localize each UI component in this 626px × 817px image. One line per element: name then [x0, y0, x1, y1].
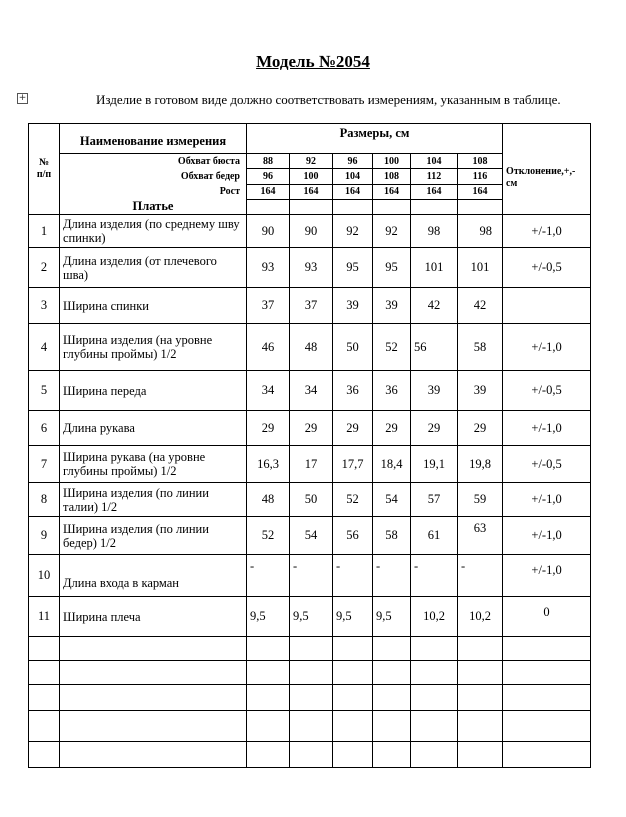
table-row — [29, 483, 591, 517]
size-value: 19,8 — [458, 446, 503, 483]
height-size: 164 — [411, 184, 458, 199]
size-value: 39 — [373, 288, 411, 324]
height-size: 164 — [247, 184, 290, 199]
size-value: 93 — [290, 248, 333, 288]
size-value: 48 — [290, 324, 333, 371]
measurement-name: Длина изделия (от плечевого шва) — [60, 248, 247, 288]
row-number: 2 — [29, 248, 60, 288]
hips-size: 116 — [458, 169, 503, 184]
size-value: 42 — [411, 288, 458, 324]
size-value: 9,5 — [247, 597, 290, 637]
deviation-value: +/-1,0 — [503, 324, 591, 371]
row-number: 6 — [29, 411, 60, 446]
size-value: 52 — [373, 324, 411, 371]
hips-size: 96 — [247, 169, 290, 184]
header-measurement-name: Наименование измерения — [60, 124, 247, 154]
measurement-name: Длина изделия (по среднему шву спинки) — [60, 215, 247, 248]
size-value: 46 — [247, 324, 290, 371]
header-sizes: Размеры, см — [247, 124, 503, 154]
measurement-name: Ширина спинки — [60, 288, 247, 324]
size-value: 58 — [373, 517, 411, 555]
row-number: 9 — [29, 517, 60, 555]
size-value: 39 — [333, 288, 373, 324]
deviation-value: 0 — [503, 597, 591, 637]
size-value: 101 — [458, 248, 503, 288]
table-row — [29, 411, 591, 446]
table-row — [29, 215, 591, 248]
size-value: 56 — [411, 324, 458, 371]
row-number: 1 — [29, 215, 60, 248]
size-value: 58 — [458, 324, 503, 371]
size-value: 54 — [290, 517, 333, 555]
hips-size: 112 — [411, 169, 458, 184]
size-value: 19,1 — [411, 446, 458, 483]
deviation-value: +/-0,5 — [503, 371, 591, 411]
size-value: 52 — [247, 517, 290, 555]
table-row — [29, 324, 591, 371]
size-value: 29 — [373, 411, 411, 446]
size-value: 10,2 — [458, 597, 503, 637]
size-value: 93 — [247, 248, 290, 288]
size-value: 29 — [411, 411, 458, 446]
deviation-value: +/-1,0 — [503, 483, 591, 517]
height-size: 164 — [458, 184, 503, 199]
size-value: 95 — [373, 248, 411, 288]
size-value: 50 — [290, 483, 333, 517]
row-number: 7 — [29, 446, 60, 483]
row-number: 5 — [29, 371, 60, 411]
size-value: 36 — [333, 371, 373, 411]
empty-cell — [373, 199, 411, 214]
label-hips: Обхват бедер — [180, 171, 240, 182]
empty-row — [29, 685, 591, 711]
size-value: 29 — [333, 411, 373, 446]
size-value: 56 — [333, 517, 373, 555]
label-height: Рост — [219, 186, 240, 197]
size-value: 39 — [411, 371, 458, 411]
label-bust: Обхват бюста — [177, 156, 240, 167]
size-value: 101 — [411, 248, 458, 288]
size-value: - — [458, 555, 503, 597]
empty-row — [29, 742, 591, 768]
empty-cell — [247, 199, 290, 214]
size-value: 34 — [290, 371, 333, 411]
table-row — [29, 517, 591, 555]
bust-size: 96 — [333, 154, 373, 169]
row-number: 3 — [29, 288, 60, 324]
size-value: 37 — [247, 288, 290, 324]
row-number: 11 — [29, 597, 60, 637]
deviation-value: +/-0,5 — [503, 446, 591, 483]
deviation-value: +/-1,0 — [503, 555, 591, 597]
size-value: 92 — [333, 215, 373, 248]
size-value: 48 — [247, 483, 290, 517]
measurement-name: Ширина рукава (на уровне глубины проймы) 1/2 — [60, 446, 247, 483]
row-number: 4 — [29, 324, 60, 371]
deviation-value: +/-1,0 — [503, 517, 591, 555]
deviation-value: +/-1,0 — [503, 215, 591, 248]
empty-row — [29, 661, 591, 685]
size-value: 34 — [247, 371, 290, 411]
hips-size: 108 — [373, 169, 411, 184]
size-value: 9,5 — [373, 597, 411, 637]
size-value: 9,5 — [290, 597, 333, 637]
size-value: - — [333, 555, 373, 597]
size-value: - — [247, 555, 290, 597]
table-row — [29, 248, 591, 288]
header-labels-cell — [60, 154, 247, 215]
measurement-table — [28, 123, 591, 768]
bust-size: 108 — [458, 154, 503, 169]
size-value: 37 — [290, 288, 333, 324]
height-size: 164 — [373, 184, 411, 199]
measurement-name: Ширина изделия (по линии бедер) 1/2 — [60, 517, 247, 555]
model-title-text: Модель №2054 — [256, 52, 370, 71]
bust-size: 88 — [247, 154, 290, 169]
size-value: 29 — [247, 411, 290, 446]
size-value: 29 — [290, 411, 333, 446]
table-row — [29, 288, 591, 324]
size-value: 98 — [458, 215, 503, 248]
size-value: 10,2 — [411, 597, 458, 637]
height-size: 164 — [290, 184, 333, 199]
document-subtitle: Изделие в готовом виде должно соответствовать измерениям, указанным в таблице. — [96, 92, 561, 107]
size-value: 92 — [373, 215, 411, 248]
size-value: - — [290, 555, 333, 597]
bust-size: 100 — [373, 154, 411, 169]
size-value: 90 — [290, 215, 333, 248]
empty-cell — [458, 199, 503, 214]
deviation-value — [503, 288, 591, 324]
row-number: 10 — [29, 555, 60, 597]
size-value: 54 — [373, 483, 411, 517]
size-value: 29 — [458, 411, 503, 446]
size-value: 59 — [458, 483, 503, 517]
label-garment: Платье — [132, 199, 174, 213]
hips-size: 104 — [333, 169, 373, 184]
table-row — [29, 555, 591, 597]
size-value: 61 — [411, 517, 458, 555]
empty-row — [29, 637, 591, 661]
size-value: 18,4 — [373, 446, 411, 483]
size-value: 36 — [373, 371, 411, 411]
header-deviation: Отклонение,+,- см — [503, 124, 591, 215]
size-value: 16,3 — [247, 446, 290, 483]
measurement-name: Ширина переда — [60, 371, 247, 411]
measurement-name: Ширина изделия (на уровне глубины проймы) 1/2 — [60, 324, 247, 371]
measurement-name: Длина рукава — [60, 411, 247, 446]
bust-size: 92 — [290, 154, 333, 169]
empty-cell — [333, 199, 373, 214]
hips-size: 100 — [290, 169, 333, 184]
size-value: 57 — [411, 483, 458, 517]
size-value: 39 — [458, 371, 503, 411]
size-value: 50 — [333, 324, 373, 371]
height-size: 164 — [333, 184, 373, 199]
size-value: 9,5 — [333, 597, 373, 637]
empty-row — [29, 711, 591, 742]
table-row — [29, 597, 591, 637]
measurement-name: Ширина плеча — [60, 597, 247, 637]
bust-size: 104 — [411, 154, 458, 169]
row-number: 8 — [29, 483, 60, 517]
deviation-value: +/-1,0 — [503, 411, 591, 446]
size-value: 63 — [458, 517, 503, 555]
table-row — [29, 446, 591, 483]
document-title — [0, 52, 626, 72]
empty-cell — [411, 199, 458, 214]
size-value: 52 — [333, 483, 373, 517]
size-value: 98 — [411, 215, 458, 248]
size-value: 90 — [247, 215, 290, 248]
size-value: - — [373, 555, 411, 597]
size-value: 95 — [333, 248, 373, 288]
table-move-handle-icon[interactable]: + — [18, 93, 27, 103]
measurement-name: Длина входа в карман — [60, 555, 247, 597]
table-row — [29, 371, 591, 411]
header-number: № п/п — [29, 124, 60, 215]
size-value: 17,7 — [333, 446, 373, 483]
size-value: - — [411, 555, 458, 597]
measurement-name: Ширина изделия (по линии талии) 1/2 — [60, 483, 247, 517]
size-value: 17 — [290, 446, 333, 483]
deviation-value: +/-0,5 — [503, 248, 591, 288]
size-value: 42 — [458, 288, 503, 324]
empty-cell — [290, 199, 333, 214]
